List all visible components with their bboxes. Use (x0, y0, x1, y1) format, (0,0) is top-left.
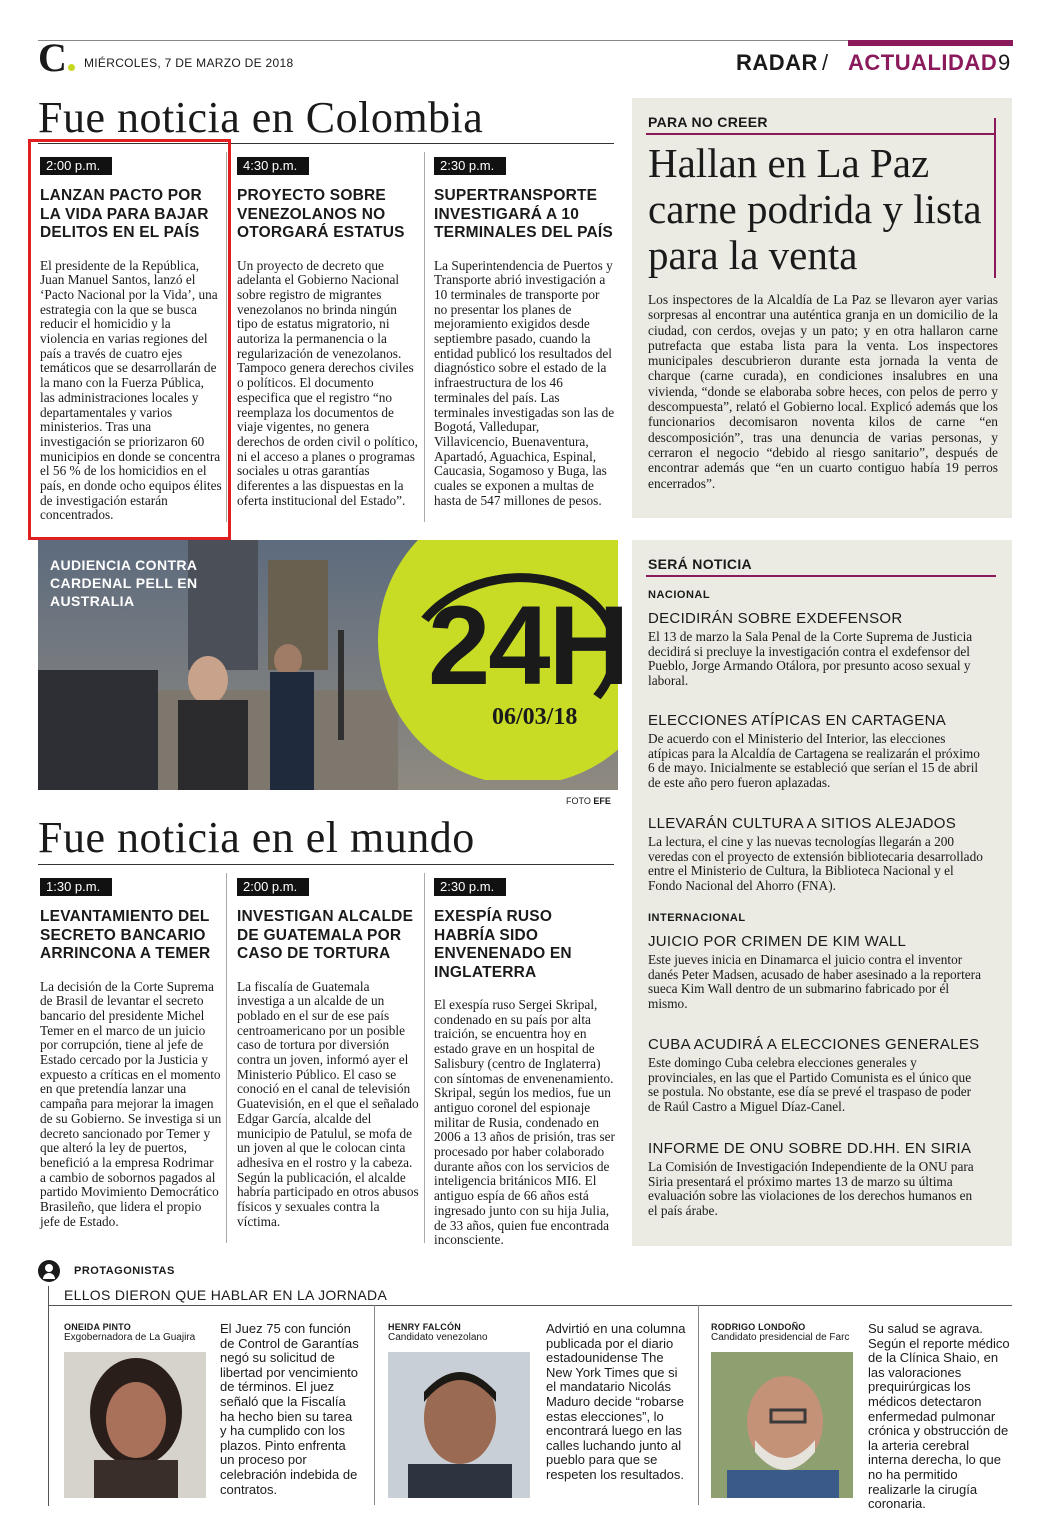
protagonist-2-text: Advirtió en una columna publicada por el diario estadounidense The New York Times que si el mandatario Nicolás Maduro decide “robarse estas elecciones”, lo encontrará luego en las calles luchando junto al pueblo para que se respeten los resultados. (546, 1321, 686, 1482)
para-no-creer-body: Los inspectores de la Alcaldía de La Paz se llevaron ayer varias sorpresas al encontrar una auténtica granja en un domicilio de la ciudad, con cerdos, ovejas y un pato; y en otra hallaron carne putrefacta que estaba lista para la venta. Los inspectores municipales descubrieron durante esta jornada la venta de charque (carne curada), en condiciones insalubres en una vivienda, “donde se elaboraba sobre heces, con pelos de perro y descompuesta”, relató el Gobierno local. Explicó además que los funcionarios decomisaron noventa kilos de carne “en descomposición”, tras una denuncia de varias personas, y cerraron el negocio “debido al riesgo sanitario”, después de encontrar además que “en un cuarto contiguo había 19 perros encerrados”. (648, 292, 998, 491)
story-headline: SUPERTRANSPORTE INVESTIGARÁ A 10 TERMINALES DEL PAÍS (434, 187, 613, 241)
colombia-story-3 (434, 157, 616, 508)
item-body: La lectura, el cine y las nuevas tecnologías llegarán a 200 veredas con el proyecto de extensión bibliotecaria desarrollado entre el Ministerio de Cultura, la Biblioteca Nacional y el Fondo Nacional del Ahorro (FNA). (648, 834, 983, 893)
nacional-item-2 (648, 712, 983, 790)
para-no-creer-kicker: PARA NO CREER (648, 114, 768, 130)
protagonist-divider (374, 1305, 375, 1505)
sera-noticia-box (632, 540, 1012, 1246)
time-badge: 1:30 p.m. (40, 878, 112, 896)
portrait-oneida-pinto (64, 1352, 206, 1498)
protagonistas-side-rule (48, 1286, 49, 1506)
logo-dot (68, 64, 75, 71)
portrait-rodrigo-londono (711, 1352, 853, 1498)
story-headline: EXESPÍA RUSO HABRÍA SIDO ENVENENADO EN INGLATERRA (434, 908, 572, 981)
story-body: La fiscalía de Guatemala investiga a un alcalde de un poblado en el sur de ese país centroamericano por un posible caso de tortura por diversión contra un joven, informó ayer el Ministerio Público. El caso se conoció en el canal de televisión Guatevisión, en el que el señalado Edgar García, alcalde del municipio de Patulul, se mofa de un joven al que le colocan cinta adhesiva en el rostro y la cabeza. Según la publicación, el alcalde habría participado en otros abusos físicos y sexuales contra la víctima. (237, 978, 419, 1229)
portrait-henry-falcon (388, 1352, 530, 1498)
person-name: RODRIGO LONDOÑO (711, 1322, 806, 1332)
item-title: LLEVARÁN CULTURA A SITIOS ALEJADOS (648, 815, 957, 832)
protagonist-1 (64, 1322, 195, 1343)
story-body: El exespía ruso Sergei Skripal, condenado en su país por alta traición, se encuentra hoy en estado grave en un hospital de Salisbury (centro de Inglaterra) con síntomas de envenenamiento. Skripal, según los medios, fue un antiguo coronel del espionaje militar de Rusia, condenado en 2006 a 13 años de prisión, tras ser procesado por haber colaborado durante años con los servicios de inteligencia británicos MI6. El antiguo espía de 66 años está ingresado junto con su hija Julia, de 33 años, quien fue encontrada inconsciente. (434, 997, 615, 1248)
protagonist-3 (711, 1322, 849, 1343)
story-headline: PROYECTO SOBRE VENEZOLANOS NO OTORGARÁ ESTATUS (237, 187, 405, 241)
mundo-story-3 (434, 878, 616, 1248)
sera-noticia-kicker: SERÁ NOTICIA (648, 556, 752, 572)
section-name: RADAR (736, 50, 818, 75)
kicker-rule (646, 575, 996, 577)
person-name: ONEIDA PINTO (64, 1322, 131, 1332)
item-body: El 13 de marzo la Sala Penal de la Corte Suprema de Justicia decidirá si precluye la investigación contra el exdefensor del Pueblo, Jorge Armando Otálora, por presunto acoso sexual y laboral. (648, 629, 973, 688)
colombia-section-title: Fue noticia en Colombia (38, 93, 484, 142)
internacional-item-3 (648, 1140, 983, 1218)
colombia-story-1 (40, 157, 222, 523)
page-number: 9 (998, 50, 1011, 75)
person-icon (38, 1260, 60, 1282)
story-headline: INVESTIGAN ALCALDE DE GUATEMALA POR CASO DE TORTURA (237, 908, 414, 962)
story-body: El presidente de la República, Juan Manuel Santos, lanzó el ‘Pacto Nacional por la Vida’, una estrategia con la que se busca reducir el homicidio y la violencia en varias regiones del país a través de cuatro ejes temáticos que se desarrollarán de la mano con la Fuerza Pública, las administraciones locales y departamentales y varios ministerios. Tras una investigación se priorizaron 60 municipios en donde se concentra el 56 % de los homicidios en el país, en donde ocho equipos élites de investigación estarán concentrados. (40, 257, 222, 523)
newspaper-logo: C (38, 38, 75, 78)
person-role: Candidato venezolano (388, 1332, 488, 1343)
person-name: HENRY FALCÓN (388, 1322, 461, 1332)
item-body: Este jueves inicia en Dinamarca el juicio contra el inventor danés Peter Madsen, acusado de haber asesinado a la reportera sueca Kim Wall dentro de un submarino fabricado por él mismo. (648, 952, 982, 1011)
time-badge: 2:30 p.m. (434, 878, 506, 896)
person-role: Exgobernadora de La Guajira (64, 1332, 196, 1343)
column-divider (424, 873, 425, 1243)
item-body: La Comisión de Investigación Independiente de la ONU para Siria presentará el próximo martes 13 de marzo su última evaluación sobre las violaciones de los derechos humanos en el país árabe. (648, 1159, 974, 1218)
badge-date: 06/03/18 (492, 704, 578, 730)
item-body: Este domingo Cuba celebra elecciones generales y provinciales, en las que el Partido Comunista es el único que se postula. No obstante, ese día se prevé el traspaso de poder de Raúl Castro a Miguel Díaz-Canel. (648, 1055, 972, 1114)
subsection-name: ACTUALIDAD (848, 50, 998, 75)
para-no-creer-box (632, 98, 1012, 518)
protagonist-divider (698, 1305, 699, 1505)
internacional-item-2 (648, 1036, 983, 1114)
protagonist-3-text: Su salud se agrava. Según el reporte médico de la Clínica Shaio, en las valoraciones prequirúrgicas los médicos detectaron enfermedad pulmonar crónica y obstrucción de la arteria cerebral interna derecha, lo que no ha permitido realizarle la cirugía coronaria. (868, 1321, 1010, 1512)
item-title: DECIDIRÁN SOBRE EXDEFENSOR (648, 610, 903, 627)
protagonist-1-text: El Juez 75 con función de Control de Garantías negó su solicitud de libertad por vencimiento de términos. El juez señaló que la Fiscalía ha hecho bien su tarea y ha cumplido con los plazos. Pinto enfrenta un proceso por celebración indebida de contratos. (220, 1321, 359, 1497)
section-color-bar (848, 40, 1013, 46)
protagonist-2 (388, 1322, 488, 1343)
mundo-title-rule (38, 864, 614, 865)
mundo-section-title: Fue noticia en el mundo (38, 813, 475, 862)
time-badge: 2:00 p.m. (40, 157, 112, 175)
time-badge: 4:30 p.m. (237, 157, 309, 175)
nacional-item-1 (648, 610, 983, 688)
column-divider (226, 873, 227, 1243)
item-body: De acuerdo con el Ministerio del Interior, las elecciones atípicas para la Alcaldía de Cartagena se realizarán el próximo 6 de mayo. Inicialmente se estableció que serían el 15 de abril de este año pero fueron aplazadas. (648, 731, 980, 790)
mundo-story-2 (237, 878, 419, 1229)
story-body: Un proyecto de decreto que adelanta el Gobierno Nacional sobre registro de migrantes venezolanos no brinda ningún tipo de estatus migratorio, ni autoriza la permanencia o la regularización de venezolanos. Tampoco genera derechos civiles o políticos. El documento especifica que el registro “no reemplaza los documentos de viaje vigentes, no genera derechos de orden civil o político, ni el acceso a planes o programas sociales u otras garantías diferentes a las dispuestas en la oferta institucional del Estado”. (237, 257, 418, 508)
kicker-side-rule (994, 118, 996, 278)
kicker-rule (646, 133, 996, 135)
item-title: JUICIO POR CRIMEN DE KIM WALL (648, 933, 907, 950)
time-badge: 2:00 p.m. (237, 878, 309, 896)
protagonistas-rule (48, 1305, 1012, 1306)
story-headline: LANZAN PACTO POR LA VIDA PARA BAJAR DELITOS EN EL PAÍS (40, 187, 209, 241)
person-role: Candidato presidencial de Farc (711, 1332, 850, 1343)
column-divider (424, 152, 425, 522)
section-separator: / (822, 50, 829, 75)
colombia-story-2 (237, 157, 419, 508)
issue-date: MIÉRCOLES, 7 DE MARZO DE 2018 (84, 56, 294, 70)
internacional-item-1 (648, 933, 983, 1011)
internacional-label: INTERNACIONAL (648, 912, 746, 924)
badge-24h-text: 24H (428, 583, 628, 708)
story-body: La Superintendencia de Puertos y Transporte abrió investigación a 10 terminales de transporte por no presentar los planes de mejoramiento exigidos desde septiembre pasado, cuando la entidad publicó los resultados del diagnóstico sobre el estado de la infraestructura de los 46 terminales del país. Las terminales investigadas son las de Bogotá, Valledupar, Villavicencio, Buenaventura, Apartadó, Aguachica, Espinal, Caucasia, Sogamoso y Buga, las cuales se exponen a multas de hasta de 547 millones de pesos. (434, 257, 615, 508)
protagonistas-subtitle: ELLOS DIERON QUE HABLAR EN LA JORNADA (64, 1287, 388, 1303)
item-title: INFORME DE ONU SOBRE DD.HH. EN SIRIA (648, 1140, 972, 1157)
mundo-story-1 (40, 878, 222, 1229)
protagonistas-label: PROTAGONISTAS (74, 1265, 175, 1277)
time-badge: 2:30 p.m. (434, 157, 506, 175)
nacional-label: NACIONAL (648, 589, 711, 601)
photo-credit: FOTO EFE (566, 796, 611, 806)
story-headline: LEVANTAMIENTO DEL SECRETO BANCARIO ARRINCONA A TEMER (40, 908, 211, 962)
item-title: ELECCIONES ATÍPICAS EN CARTAGENA (648, 712, 947, 729)
item-title: CUBA ACUDIRÁ A ELECCIONES GENERALES (648, 1036, 980, 1053)
photo-caption: AUDIENCIA CONTRA CARDENAL PELL EN AUSTRALIA (50, 557, 198, 609)
story-body: La decisión de la Corte Suprema de Brasil de levantar el secreto bancario del presidente Michel Temer en el marco de un juicio por corrupción, tiene al jefe de Estado cercado por la Justicia y expuesto a críticas en el momento en que pretendía lanzar una campaña para mejorar la imagen de su Gobierno. Se investiga si un decreto sancionado por Temer y que alteró la ley de puertos, benefició a la empresa Rodrimar a cambio de sobornos pagados al partido Movimiento Democrático Brasileño, que lidera el propio jefe de Estado. (40, 978, 222, 1229)
nacional-item-3 (648, 815, 983, 893)
para-no-creer-headline: Hallan en La Paz carne podrida y lista para la venta (648, 140, 982, 278)
column-divider (226, 152, 227, 522)
